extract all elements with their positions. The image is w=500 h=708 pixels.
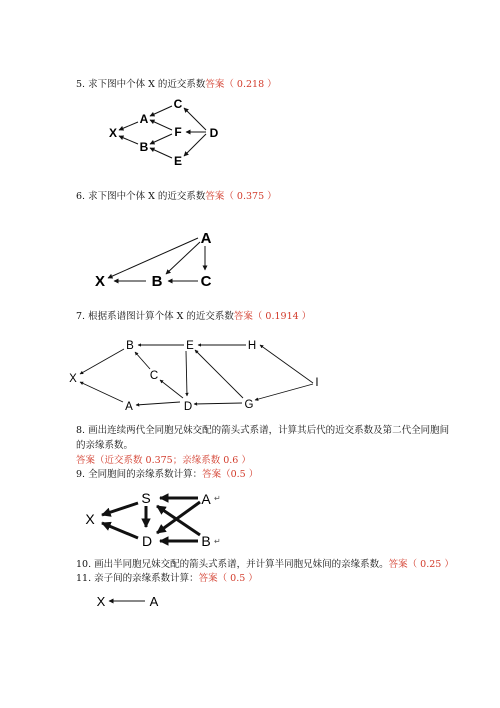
question-7-answer-label: 答案 — [233, 311, 253, 322]
node-b: B — [151, 273, 163, 290]
question-11-answer-label: 答案 — [198, 573, 218, 584]
node-x: X — [85, 511, 95, 527]
question-7-text: 7. 根据系谱图计算个体 X 的近交系数 — [76, 311, 234, 322]
question-8-text-cont: 的亲缘系数。 — [76, 440, 134, 451]
node-f: F — [174, 125, 182, 139]
question-11-answer-value: （ 0.5 ） — [217, 573, 258, 584]
node-x: X — [94, 273, 106, 290]
node-b: B — [201, 533, 211, 549]
node-c: C — [149, 370, 159, 382]
question-10-answer-value: （ 0.25 ） — [407, 559, 454, 570]
question-5-answer-label: 答案 — [205, 79, 225, 90]
question-9-answer-value: （0.5 ） — [221, 469, 259, 480]
question-10-answer-label: 答案 — [388, 559, 408, 570]
node-c: C — [173, 97, 183, 111]
node-a: A — [200, 230, 212, 247]
node-e: E — [173, 154, 183, 168]
node-i: I — [315, 377, 319, 389]
node-b: B — [139, 140, 149, 154]
node-x: X — [69, 373, 77, 385]
node-a: A — [125, 401, 133, 413]
question-7-answer-value: （ 0.1914 ） — [252, 311, 312, 322]
node-a: A — [139, 112, 149, 126]
node-a: A — [201, 491, 211, 507]
question-9-answer-label: 答案 — [202, 469, 222, 480]
question-5-answer-value: （ 0.218 ） — [224, 79, 277, 90]
question-5-text: 5. 求下图中个体 X 的近交系数 — [76, 79, 206, 90]
question-11-text: 11. 亲子间的亲缘系数计算： — [76, 573, 199, 584]
node-e: E — [186, 340, 194, 352]
return-mark: ↵ — [214, 494, 221, 503]
question-6-answer-label: 答案 — [205, 191, 225, 202]
question-10-text: 10. 画出半同胞兄妹交配的箭头式系谱，并计算半同胞兄妹间的亲缘系数。 — [76, 559, 389, 570]
question-6-text: 6. 求下图中个体 X 的近交系数 — [76, 191, 206, 202]
node-s: S — [141, 490, 151, 506]
node-x: X — [108, 126, 118, 140]
question-8-text: 8. 画出连续两代全同胞兄妹交配的箭头式系谱，计算其后代的近交系数及第二代全同胞间 — [76, 425, 450, 436]
node-d: D — [209, 126, 219, 140]
node-c: C — [200, 273, 212, 290]
node-d: D — [141, 533, 153, 549]
node-a: A — [149, 594, 159, 609]
node-g: G — [244, 399, 254, 411]
question-8-answer-text: 答案（近交系数 0.375；亲缘系数 0.6 ） — [76, 455, 251, 466]
question-9-text: 9. 全同胞间的亲缘系数计算： — [76, 469, 203, 480]
return-mark: ↵ — [214, 537, 221, 546]
node-d: D — [183, 401, 193, 413]
question-6-answer-value: （ 0.375 ） — [224, 191, 277, 202]
node-h: H — [247, 340, 257, 352]
node-b: B — [126, 340, 134, 352]
node-x: X — [96, 594, 106, 609]
